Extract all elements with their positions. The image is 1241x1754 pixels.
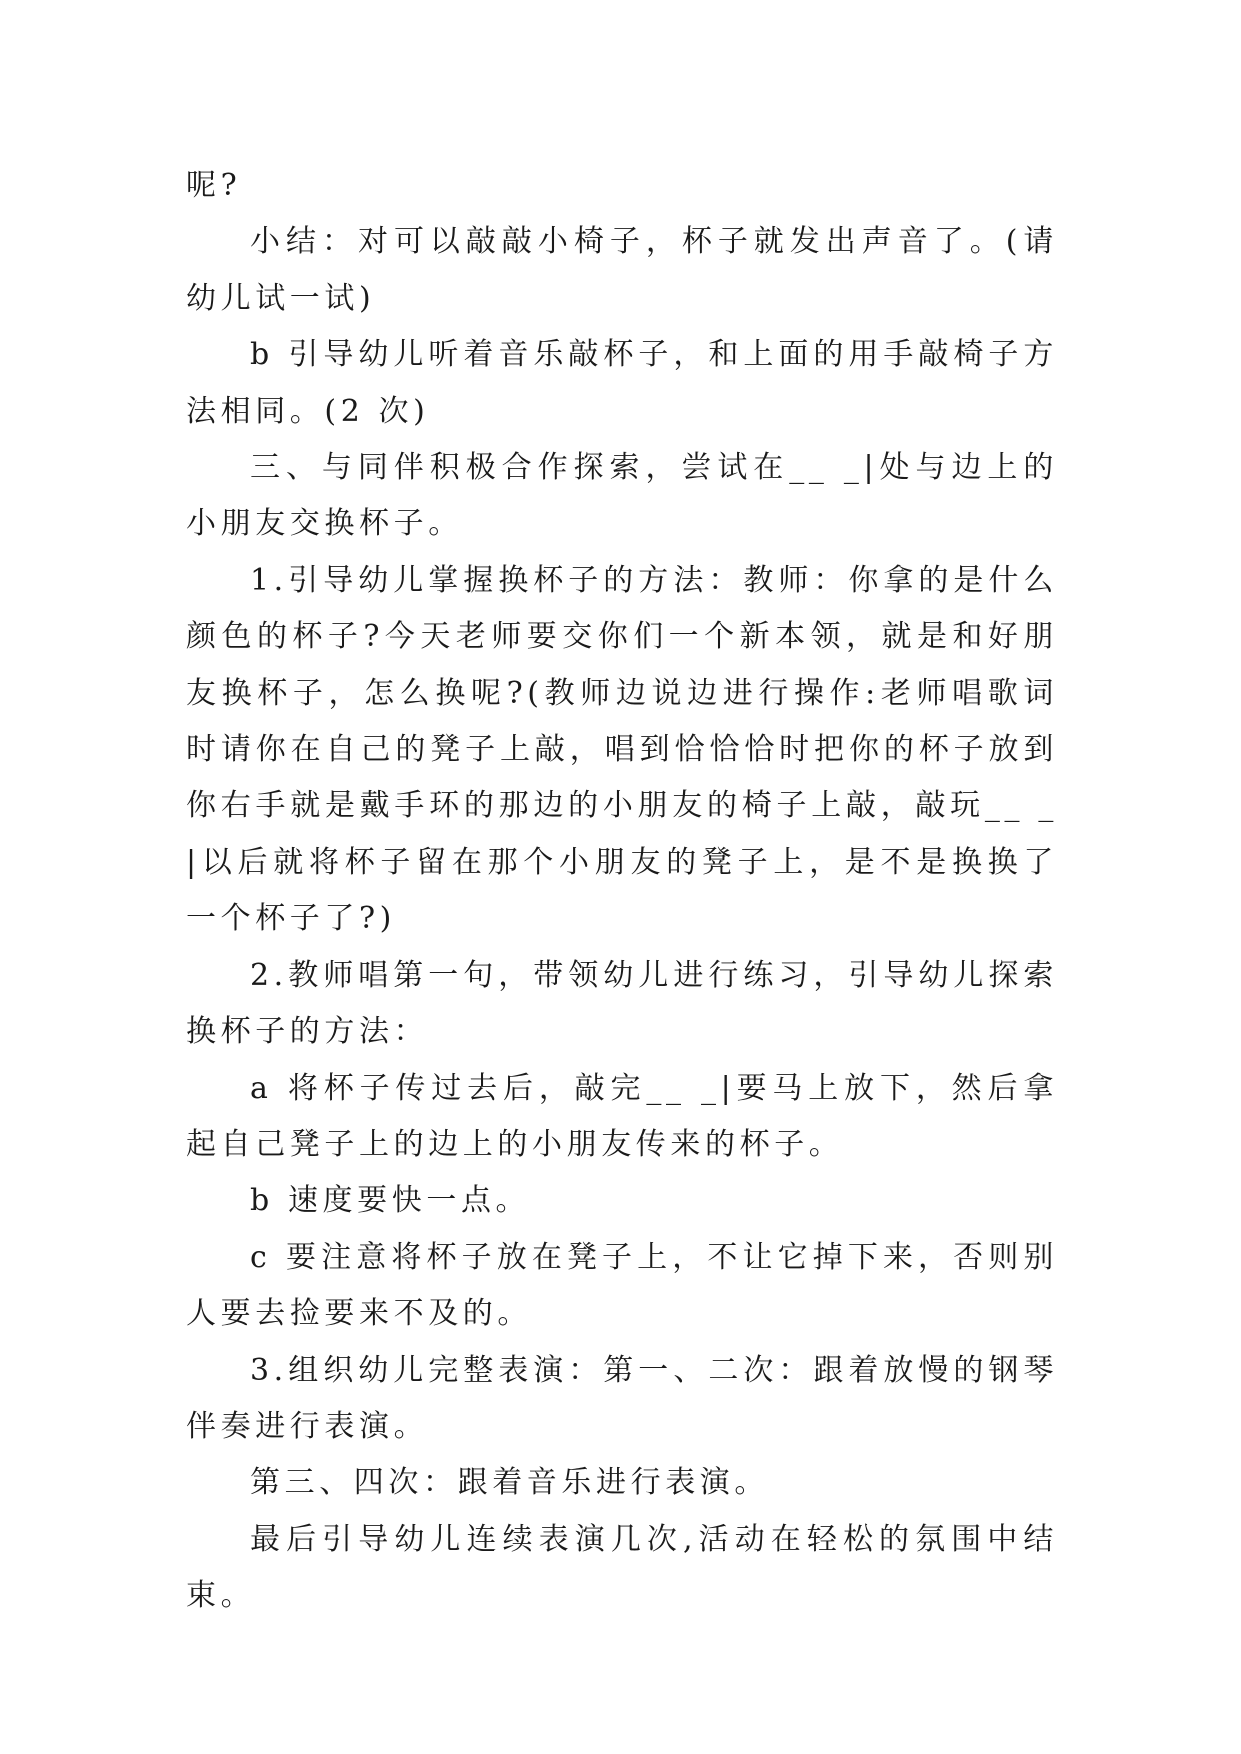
paragraph-item-3: 3.组织幼儿完整表演：第一、二次：跟着放慢的钢琴伴奏进行表演。 <box>186 1352 1058 1444</box>
paragraph-summary: 小结：对可以敲敲小椅子，杯子就发出声音了。(请幼儿试一试) <box>186 224 1058 316</box>
paragraph-sub-c: c 要注意将杯子放在凳子上，不让它掉下来，否则别人要去捡要来不及的。 <box>186 1239 1058 1332</box>
paragraph-sub-a: a 将杯子传过去后，敲完__ _|要马上放下，然后拿起自己凳子上的边上的小朋友传来的杯子。 <box>186 1070 1058 1162</box>
paragraph-item-2: 2.教师唱第一句，带领幼儿进行练习，引导幼儿探索换杯子的方法： <box>186 957 1058 1050</box>
paragraph-item-1: 1.引导幼儿掌握换杯子的方法：教师：你拿的是什么颜色的杯子?今天老师要交你们一个新本领，就是和好朋友换杯子，怎么换呢?(教师边说边进行操作:老师唱歌词时请你在自己的凳子上敲，唱到恰恰恰时把你的杯子放到你右手就是戴手环的那边的小朋友的椅子上敲，敲玩__ _|以后就将杯子留在那个小朋友的凳子上，是不是换换了一个杯子了?) <box>186 562 1058 937</box>
paragraph-third-fourth: 第三、四次：跟着音乐进行表演。 <box>250 1465 769 1501</box>
document-body <box>186 158 1058 1625</box>
paragraph-continuation: 呢? <box>186 168 242 203</box>
paragraph-closing: 最后引导幼儿连续表演几次,活动在轻松的氛围中结束。 <box>186 1521 1058 1614</box>
section-heading-three: 三、与同伴积极合作探索，尝试在__ _|处与边上的小朋友交换杯子。 <box>186 450 1058 542</box>
paragraph-step-b: b 引导幼儿听着音乐敲杯子，和上面的用手敲椅子方法相同。(2 次) <box>186 337 1058 429</box>
paragraph-sub-b: b 速度要快一点。 <box>250 1183 531 1219</box>
